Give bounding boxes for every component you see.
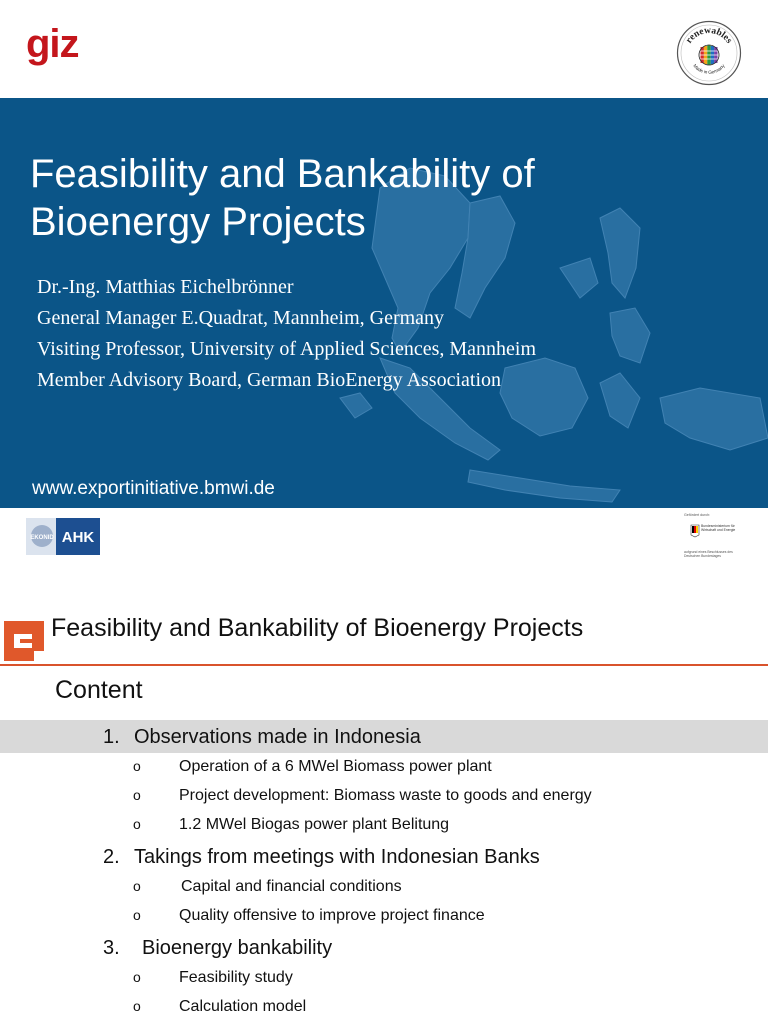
website-url[interactable]: www.exportinitiative.bmwi.de	[32, 478, 275, 499]
agenda-section-3	[0, 931, 768, 964]
agenda-subitem	[0, 782, 768, 811]
section-number: 1.	[103, 726, 120, 748]
section-label: Bioenergy bankability	[142, 937, 333, 959]
bmwi-bottom-text: aufgrund eines Beschlusses des Deutschen Bundestages	[684, 550, 733, 558]
content-heading: Content	[55, 676, 143, 704]
bullet-marker: o	[133, 969, 141, 985]
bullet-marker: o	[133, 878, 141, 894]
bullet-marker: o	[133, 816, 141, 832]
bmwi-top-text: Gefördert durch:	[684, 513, 711, 517]
content-slide	[0, 590, 768, 1024]
section-label: Observations made in Indonesia	[134, 726, 421, 748]
e-quadrat-logo	[4, 621, 44, 661]
subitem-label: Quality offensive to improve project finance	[179, 907, 485, 924]
agenda-section-2	[0, 840, 768, 873]
bmwi-sponsor-logo	[682, 510, 742, 570]
subitem-label: 1.2 MWel Biogas power plant Belitung	[179, 816, 450, 833]
subitem-label: Calculation model	[179, 998, 307, 1015]
title-divider	[0, 664, 768, 666]
bullet-marker: o	[133, 907, 141, 923]
sponsor-logos-row	[0, 508, 768, 574]
ekonid-text: EKONID	[30, 535, 54, 541]
presentation-title	[30, 150, 630, 246]
title-line-1: Feasibility and Bankability of	[30, 152, 535, 196]
title-hero	[0, 98, 768, 508]
agenda-subitem	[0, 873, 768, 902]
agenda-subitem	[0, 902, 768, 931]
section-number: 2.	[103, 846, 120, 868]
renewables-logo	[676, 20, 742, 86]
subitem-label: Operation of a 6 MWel Biomass power plant	[179, 758, 492, 775]
agenda-subitem	[0, 753, 768, 782]
bullet-marker: o	[133, 998, 141, 1014]
bullet-marker: o	[133, 787, 141, 803]
agenda-subitem	[0, 964, 768, 993]
author-role-2: Visiting Professor, University of Applied Sciences, Mannheim	[37, 338, 537, 360]
author-block	[37, 272, 677, 396]
renewables-tagline: Made in Germany	[692, 63, 726, 75]
subitem-label: Capital and financial conditions	[181, 878, 402, 895]
subitem-label: Project development: Biomass waste to goods and energy	[179, 787, 592, 804]
slide-title: Feasibility and Bankability of Bioenergy Projects	[51, 614, 584, 642]
section-number: 3.	[103, 937, 120, 959]
bullet-marker: o	[133, 758, 141, 774]
subitem-label: Feasibility study	[179, 969, 293, 986]
ahk-text: AHK	[61, 529, 95, 546]
slide1-header	[0, 0, 768, 98]
bmwi-ministry-text: Bundesministerium für Wirtschaft und Energie	[701, 524, 736, 532]
author-name: Dr.-Ing. Matthias Eichelbrönner	[37, 276, 294, 298]
agenda-section-1	[0, 720, 768, 753]
section-label: Takings from meetings with Indonesian Banks	[134, 846, 540, 868]
ahk-logo	[26, 518, 100, 555]
agenda-list	[0, 720, 768, 1022]
globe-icon	[699, 45, 719, 65]
renewables-word: renewables	[684, 25, 734, 46]
giz-logo: giz	[26, 22, 79, 66]
agenda-subitem	[0, 993, 768, 1022]
author-role-1: General Manager E.Quadrat, Mannheim, Germany	[37, 307, 445, 329]
title-line-2: Bioenergy Projects	[30, 200, 366, 244]
agenda-subitem	[0, 811, 768, 840]
author-role-3: Member Advisory Board, German BioEnergy Association	[37, 369, 502, 391]
